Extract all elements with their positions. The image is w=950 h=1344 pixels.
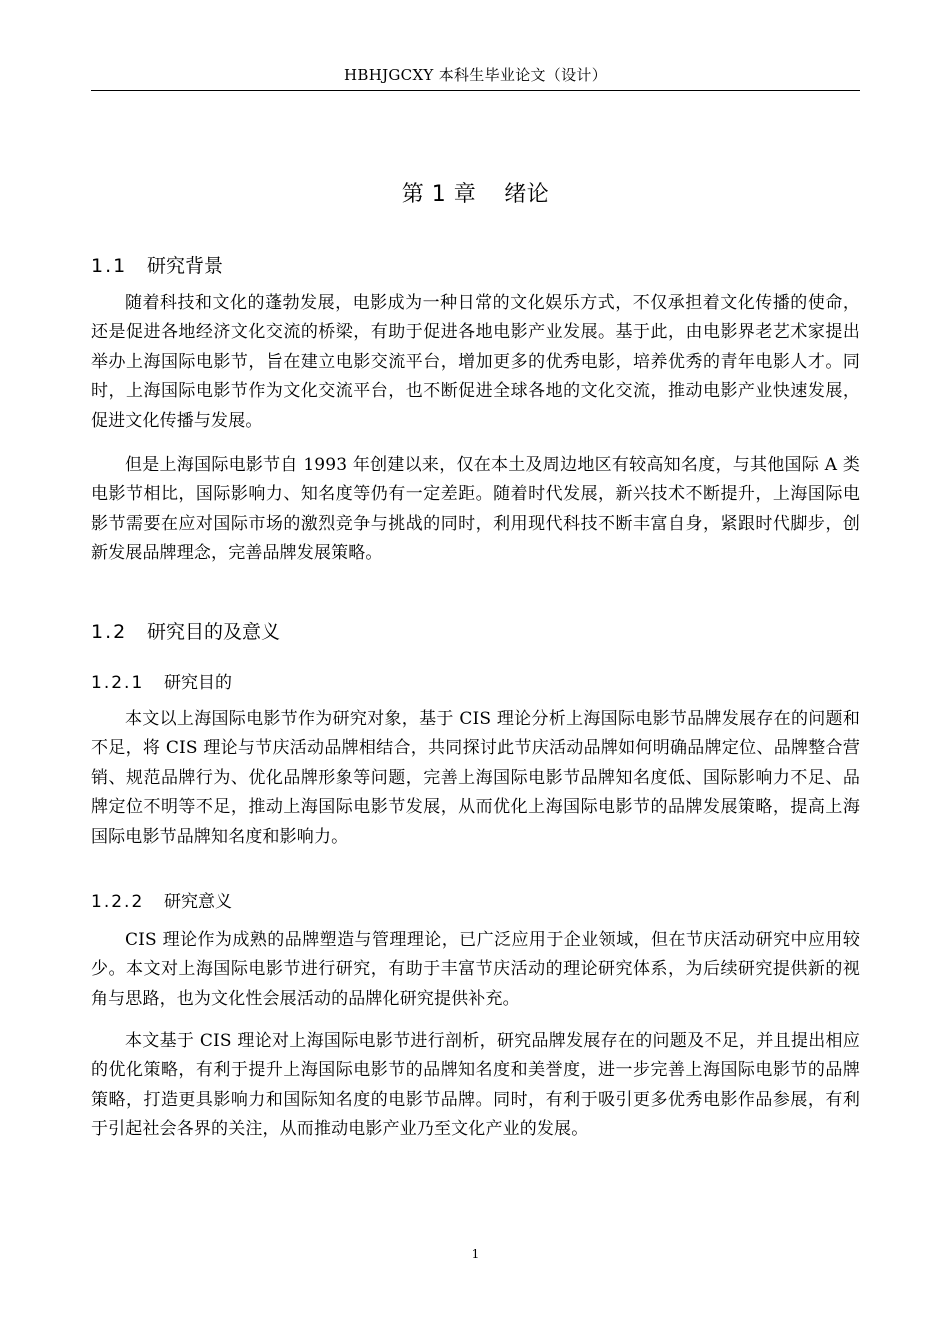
chapter-title — [91, 178, 860, 212]
paragraph-significance-2: 本文基于 CIS 理论对上海国际电影节进行剖析，研究品牌发展存在的问题及不足，并且提出相应的优化策略，有利于提升上海国际电影节的品牌知名度和美誉度，进一步完善上海国际电影节的品牌策略，打造更具影响力和国际知名度的电影节品牌。同时，有利于吸引更多优秀电影作品参展，有利于引起社会各界的关注，从而推动电影产业乃至文化产业的发展。 — [91, 1031, 860, 1140]
paragraph-purpose: 本文以上海国际电影节作为研究对象，基于 CIS 理论分析上海国际电影节品牌发展存在的问题和不足，将 CIS 理论与节庆活动品牌相结合，共同探讨此节庆活动品牌如何明确品牌定位、品牌整合营销、规范品牌行为、优化品牌形象等问题，完善上海国际电影节品牌知名度低、国际影响力不足、品牌定位不明等不足，推动上海国际电影节发展，从而优化上海国际电影节的品牌发展策略，提高上海国际电影节品牌知名度和影响力。 — [91, 709, 860, 847]
section-number: 1.1 — [91, 255, 128, 277]
subsection-heading-1-2-1 — [91, 670, 232, 696]
section-heading-1-1 — [91, 252, 223, 280]
subsection-title: 研究意义 — [164, 892, 232, 912]
paragraph-significance-1: CIS 理论作为成熟的品牌塑造与管理理论，已广泛应用于企业领域，但在节庆活动研究中应用较少。本文对上海国际电影节进行研究，有助于丰富节庆活动的理论研究体系，为后续研究提供新的视角与思路，也为文化性会展活动的品牌化研究提供补充。 — [91, 930, 860, 1009]
section-title: 研究目的及意义 — [147, 621, 281, 643]
paragraph-background-2: 但是上海国际电影节自 1993 年创建以来，仅在本土及周边地区有较高知名度，与其他国际 A 类电影节相比，国际影响力、知名度等仍有一定差距。随着时代发展，新兴技术不断提升，上海国际电影节需要在应对国际市场的激烈竞争与挑战的同时，利用现代科技不断丰富自身，紧跟时代脚步，创新发展品牌理念，完善品牌发展策略。 — [91, 455, 860, 564]
paragraph-background-1: 随着科技和文化的蓬勃发展，电影成为一种日常的文化娱乐方式，不仅承担着文化传播的使命，还是促进各地经济文化交流的桥梁，有助于促进各地电影产业发展。基于此，由电影界老艺术家提出举办上海国际电影节，旨在建立电影交流平台，增加更多的优秀电影，培养优秀的青年电影人才。同时，上海国际电影节作为文化交流平台，也不断促进全球各地的文化交流，推动电影产业快速发展，促进文化传播与发展。 — [91, 293, 860, 431]
chapter-name: 绪论 — [504, 182, 550, 207]
section-number: 1.2 — [91, 621, 128, 643]
page-number: 1 — [471, 1247, 480, 1261]
subsection-heading-1-2-2 — [91, 889, 232, 915]
subsection-number: 1.2.1 — [91, 673, 145, 693]
section-title: 研究背景 — [147, 255, 224, 277]
running-header: HBHJGCXY 本科生毕业论文（设计） — [343, 66, 607, 84]
header-rule — [91, 90, 860, 91]
subsection-number: 1.2.2 — [91, 892, 145, 912]
subsection-title: 研究目的 — [164, 673, 232, 693]
section-heading-1-2 — [91, 618, 280, 646]
chapter-number: 第 1 章 — [401, 182, 477, 207]
